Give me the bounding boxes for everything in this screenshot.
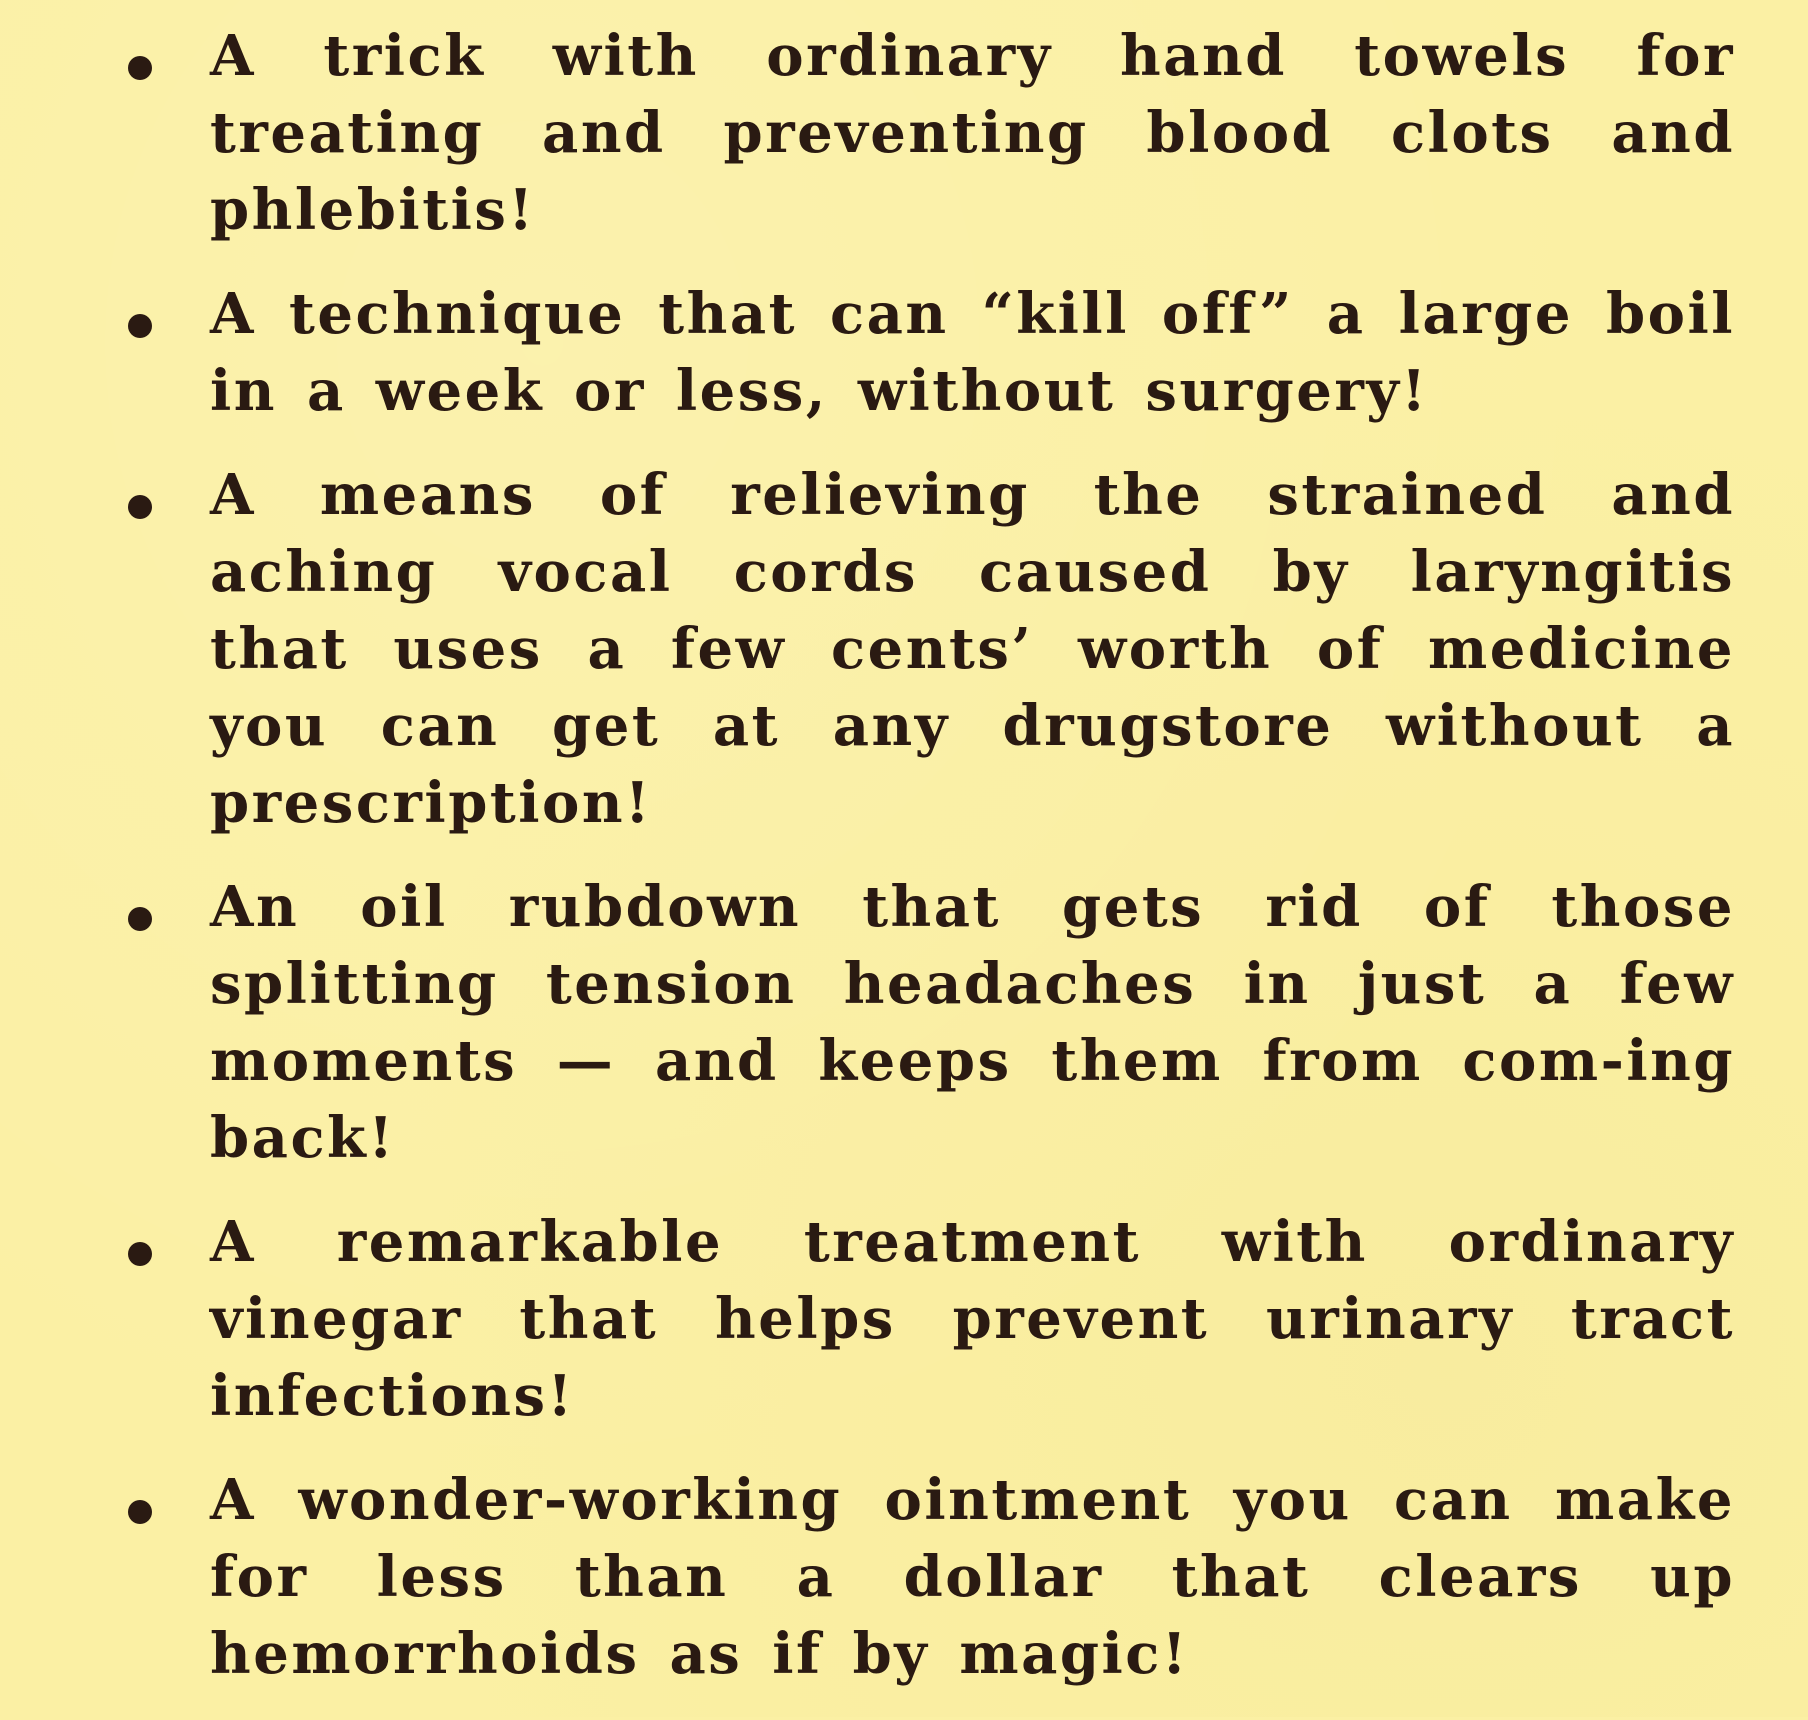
list-item-text: A remarkable treatment with ordinary vinegar that helps prevent urinary tract infections!	[210, 1209, 1735, 1429]
bullet-icon	[128, 314, 152, 338]
list-item-text: A wonder-working ointment you can make for less than a dollar that clears up hemorrhoids as if by magic!	[210, 1467, 1735, 1687]
bullet-icon	[128, 56, 152, 80]
list-item	[120, 276, 1735, 430]
bullet-icon	[128, 907, 152, 931]
list-item	[120, 1204, 1735, 1435]
list-item-text: A means of relieving the strained and aching vocal cords caused by laryngitis that uses a few cents’ worth of medicine you can get at any drugstore without a prescription!	[210, 462, 1735, 836]
list-item	[120, 1462, 1735, 1693]
bullet-icon	[128, 1500, 152, 1524]
list-item	[120, 457, 1735, 842]
list-item-text: A trick with ordinary hand towels for treating and preventing blood clots and phlebitis!	[210, 23, 1735, 243]
bullet-list	[120, 18, 1735, 1720]
bullet-icon	[128, 1242, 152, 1266]
list-item	[120, 869, 1735, 1177]
list-item-text: A technique that can “kill off” a large boil in a week or less, without surgery!	[210, 281, 1735, 424]
list-item	[120, 18, 1735, 249]
bullet-icon	[128, 495, 152, 519]
list-item-text: An oil rubdown that gets rid of those splitting tension headaches in just a few moments — and keeps them from com-ing back!	[210, 874, 1735, 1171]
